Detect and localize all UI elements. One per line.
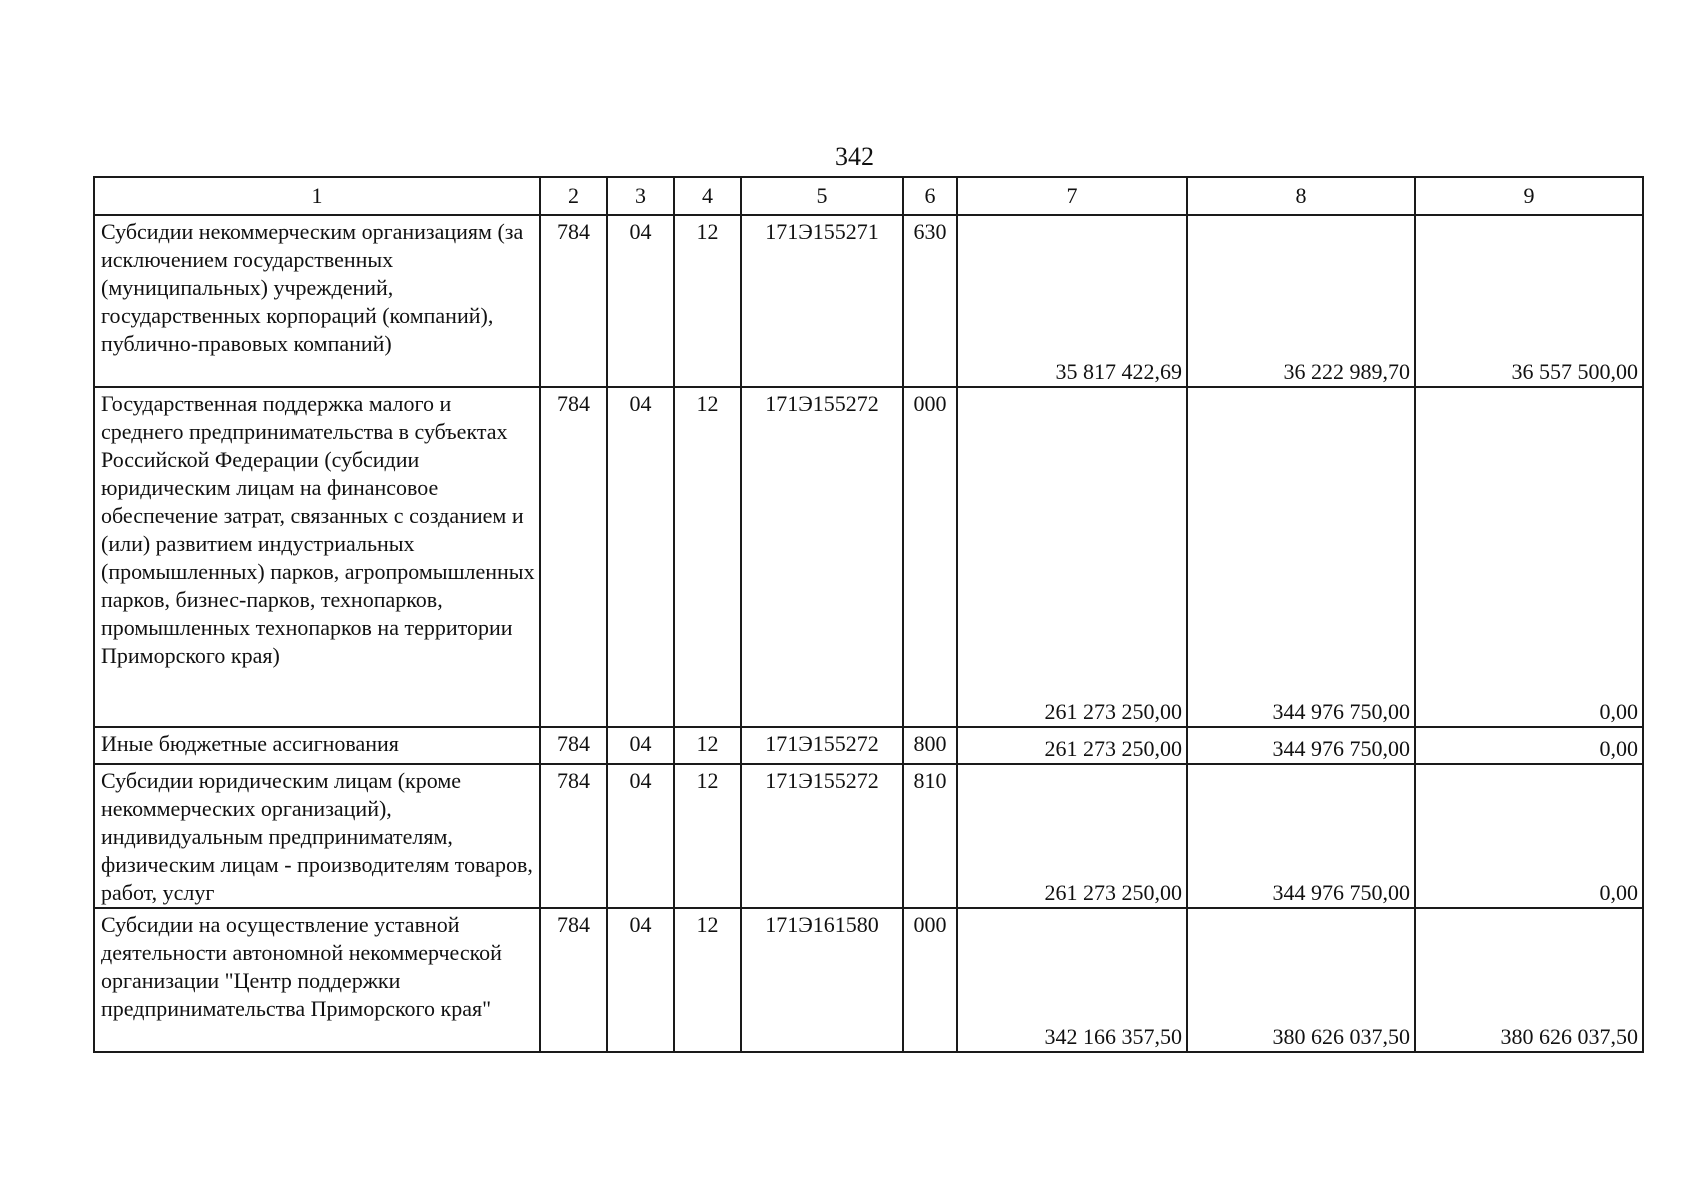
- column-header: 1: [94, 177, 540, 215]
- subsection-code: 12: [674, 215, 741, 387]
- expense-name: Государственная поддержка малого и среднего предпринимательства в субъектах Российской Федерации (субсидии юридическим лицам на финансовое обеспечение затрат, связанных с созданием и (или) развитием индустриальных (промышленных) парков, агропромышленных парков, бизнес-парков, технопарков, промышленных технопарков на территории Приморского края): [94, 387, 540, 727]
- amount-year-1: 261 273 250,00: [957, 387, 1187, 727]
- amount-year-1: 261 273 250,00: [957, 764, 1187, 908]
- amount-year-3: 36 557 500,00: [1415, 215, 1643, 387]
- expense-type-code: 800: [903, 727, 957, 764]
- expense-type-code: 630: [903, 215, 957, 387]
- amount-year-3: 0,00: [1415, 727, 1643, 764]
- amount-year-3: 0,00: [1415, 387, 1643, 727]
- subsection-code: 12: [674, 764, 741, 908]
- expense-type-code: 810: [903, 764, 957, 908]
- section-code: 04: [607, 215, 674, 387]
- ministry-code: 784: [540, 908, 607, 1052]
- ministry-code: 784: [540, 215, 607, 387]
- table-row: [94, 764, 1643, 908]
- subsection-code: 12: [674, 908, 741, 1052]
- amount-year-1: 35 817 422,69: [957, 215, 1187, 387]
- expense-type-code: 000: [903, 908, 957, 1052]
- column-header: 4: [674, 177, 741, 215]
- section-code: 04: [607, 908, 674, 1052]
- subsection-code: 12: [674, 387, 741, 727]
- column-header: 6: [903, 177, 957, 215]
- amount-year-3: 380 626 037,50: [1415, 908, 1643, 1052]
- target-article-code: 171Э155272: [741, 387, 903, 727]
- amount-year-2: 36 222 989,70: [1187, 215, 1415, 387]
- amount-year-2: 344 976 750,00: [1187, 727, 1415, 764]
- target-article-code: 171Э155272: [741, 764, 903, 908]
- amount-year-1: 342 166 357,50: [957, 908, 1187, 1052]
- column-header: 8: [1187, 177, 1415, 215]
- section-code: 04: [607, 387, 674, 727]
- expense-type-code: 000: [903, 387, 957, 727]
- expense-name: Субсидии на осуществление уставной деятельности автономной некоммерческой организации "Центр поддержки предпринимательства Приморского края": [94, 908, 540, 1052]
- amount-year-1: 261 273 250,00: [957, 727, 1187, 764]
- amount-year-2: 344 976 750,00: [1187, 764, 1415, 908]
- table-row: [94, 727, 1643, 764]
- table-row: [94, 908, 1643, 1052]
- subsection-code: 12: [674, 727, 741, 764]
- amount-year-2: 344 976 750,00: [1187, 387, 1415, 727]
- section-code: 04: [607, 727, 674, 764]
- ministry-code: 784: [540, 387, 607, 727]
- ministry-code: 784: [540, 764, 607, 908]
- table-row: [94, 387, 1643, 727]
- amount-year-3: 0,00: [1415, 764, 1643, 908]
- expense-name: Субсидии некоммерческим организациям (за исключением государственных (муниципальных) учреждений, государственных корпораций (компаний), публично-правовых компаний): [94, 215, 540, 387]
- ministry-code: 784: [540, 727, 607, 764]
- target-article-code: 171Э155272: [741, 727, 903, 764]
- expense-name: Иные бюджетные ассигнования: [94, 727, 540, 764]
- target-article-code: 171Э161580: [741, 908, 903, 1052]
- section-code: 04: [607, 764, 674, 908]
- column-header: 7: [957, 177, 1187, 215]
- page-number: 342: [835, 142, 874, 171]
- column-header: 3: [607, 177, 674, 215]
- column-header: 5: [741, 177, 903, 215]
- column-header: 9: [1415, 177, 1643, 215]
- budget-table: [93, 176, 1644, 1053]
- table-header-row: [94, 177, 1643, 215]
- amount-year-2: 380 626 037,50: [1187, 908, 1415, 1052]
- column-header: 2: [540, 177, 607, 215]
- target-article-code: 171Э155271: [741, 215, 903, 387]
- table-row: [94, 215, 1643, 387]
- expense-name: Субсидии юридическим лицам (кроме некоммерческих организаций), индивидуальным предпринимателям, физическим лицам - производителям товаров, работ, услуг: [94, 764, 540, 908]
